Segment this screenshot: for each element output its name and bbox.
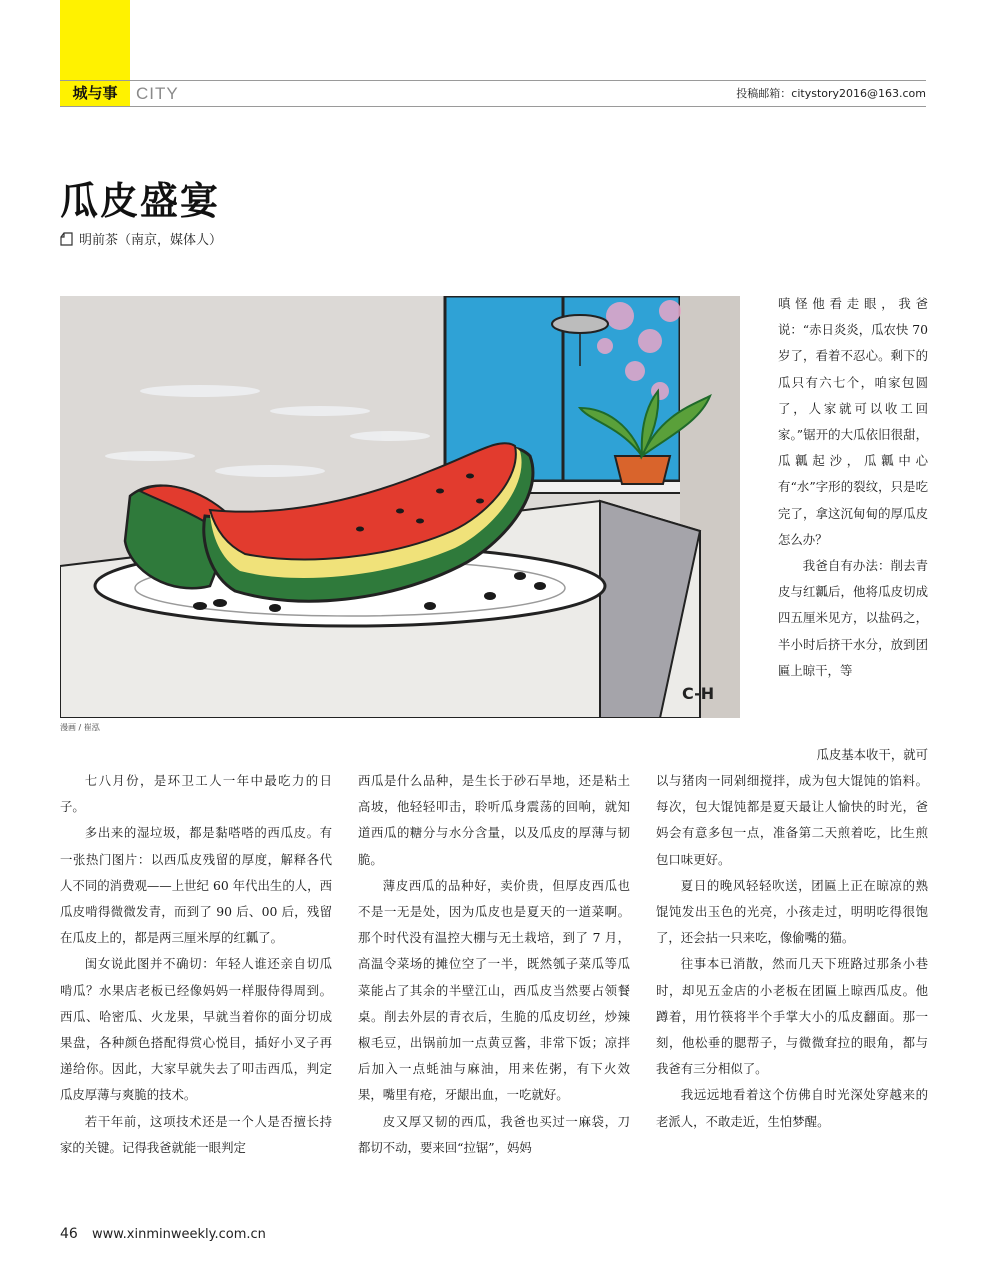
paragraph: 若干年前，这项技术还是一个人是否擅长持家的关键。记得我爸就能一眼判定 bbox=[60, 1113, 332, 1155]
paragraph: 薄皮西瓜的品种好，卖价贵，但厚皮西瓜也不是一无是处，因为瓜皮也是夏天的一道菜啊。那个时代没有温控大棚与无土栽培，到了 7 月，高温令菜场的摊位空了一半，既然瓠子菜瓜等瓜菜能占了其余的半壁江山，西瓜皮当然要占领餐桌。削去外层的青衣后，生脆的瓜皮切丝，炒辣椒毛豆，出锅前加一点黄豆酱，非常下饭；凉拌后加入一点蚝油与麻油，用来佐粥，有下火效果，嘴里有疮，牙龈出血，一吃就好。 bbox=[358, 877, 630, 1103]
paragraph: 以与猪肉一同剁细搅拌，成为包大馄饨的馅料。每次，包大馄饨都是夏天最让人愉快的时光，爸妈会有意多包一点，准备第二天煎着吃，比生煎包口味更好。 bbox=[656, 773, 928, 867]
author: 明前茶（南京，媒体人） bbox=[79, 233, 223, 248]
header-rule-bottom bbox=[60, 106, 926, 107]
paragraph: 夏日的晚风轻轻吹送，团匾上正在晾凉的熟馄饨发出玉色的光亮，小孩走过，明明吃得很饱了，还会拈一只来吃，像偷嘴的猫。 bbox=[656, 877, 928, 946]
header-accent-block bbox=[60, 0, 130, 80]
website-link[interactable]: www.xinminweekly.com.cn bbox=[91, 1227, 266, 1242]
paragraph: 我远远地看着这个仿佛自时光深处穿越来的老派人，不敢走近，生怕梦醒。 bbox=[656, 1087, 928, 1129]
side-column-end: 瓜皮基本收干，就可 bbox=[816, 747, 928, 762]
paragraph: 嗔怪他看走眼，我爸说：“赤日炎炎，瓜农快 70 岁了，看着不忍心。剩下的瓜只有六七个，咱家包圆了，人家就可以收工回家。”锯开的大瓜依旧很甜，瓜瓤起沙，瓜瓤中心有“水”字形的裂纹，只是吃完了，拿这沉甸甸的厚瓜皮怎么办？ bbox=[778, 296, 928, 547]
section-label: 城与事 bbox=[60, 81, 130, 106]
section-label-en: CITY bbox=[136, 84, 179, 103]
submission-email: 投稿邮箱：citystory2016@163.com bbox=[736, 87, 926, 100]
illustration-credit: 漫画 / 崔泓 bbox=[60, 723, 100, 732]
watermelon-illustration bbox=[60, 296, 740, 718]
paragraph: 皮又厚又韧的西瓜，我爸也买过一麻袋，刀都切不动，要来回“拉锯”，妈妈 bbox=[358, 1113, 630, 1155]
side-column bbox=[778, 291, 928, 684]
column-3 bbox=[656, 768, 928, 1135]
page-number: 46 bbox=[60, 1226, 78, 1242]
article-title: 瓜皮盛宴 bbox=[60, 179, 221, 223]
byline bbox=[60, 229, 222, 248]
illustration-signature: C-H bbox=[682, 684, 715, 703]
column-1 bbox=[60, 768, 332, 1161]
column-2 bbox=[358, 768, 630, 1161]
illustration-drawing bbox=[60, 296, 740, 718]
page-footer bbox=[60, 1226, 266, 1242]
pen-icon bbox=[60, 232, 73, 246]
paragraph: 七八月份，是环卫工人一年中最吃力的日子。 bbox=[60, 773, 332, 815]
paragraph: 多出来的湿垃圾，都是黏嗒嗒的西瓜皮。有一张热门图片：以西瓜皮残留的厚度，解释各代人不同的消费观——上世纪 60 年代出生的人，西瓜皮啃得微微发青，而到了 90 后、00 后，残留在瓜皮上的，都是两三厘米厚的红瓤了。 bbox=[60, 825, 332, 946]
paragraph: 往事本已消散，然而几天下班路过那条小巷时，却见五金店的小老板在团匾上晾西瓜皮。他蹲着，用竹筷将半个手掌大小的瓜皮翻面。那一刻，他松垂的腮帮子，与微微耷拉的眼角，都与我爸有三分相似了。 bbox=[656, 956, 928, 1077]
paragraph: 西瓜是什么品种，是生长于砂石旱地，还是粘土高坡，他轻轻叩击，聆听瓜身震荡的回响，就知道西瓜的糖分与水分含量，以及瓜皮的厚薄与韧脆。 bbox=[358, 773, 630, 867]
paragraph: 我爸自有办法：削去青皮与红瓤后，他将瓜皮切成四五厘米见方，以盐码之，半小时后挤干水分，放到团匾上晾干，等 bbox=[778, 558, 928, 678]
paragraph: 闺女说此图并不确切：年轻人谁还亲自切瓜啃瓜？水果店老板已经像妈妈一样服侍得周到。西瓜、哈密瓜、火龙果，早就当着你的面分切成果盘，各种颜色搭配得赏心悦目，插好小叉子再递给你。因此，大家早就失去了叩击西瓜，判定瓜皮厚薄与爽脆的技术。 bbox=[60, 956, 332, 1103]
